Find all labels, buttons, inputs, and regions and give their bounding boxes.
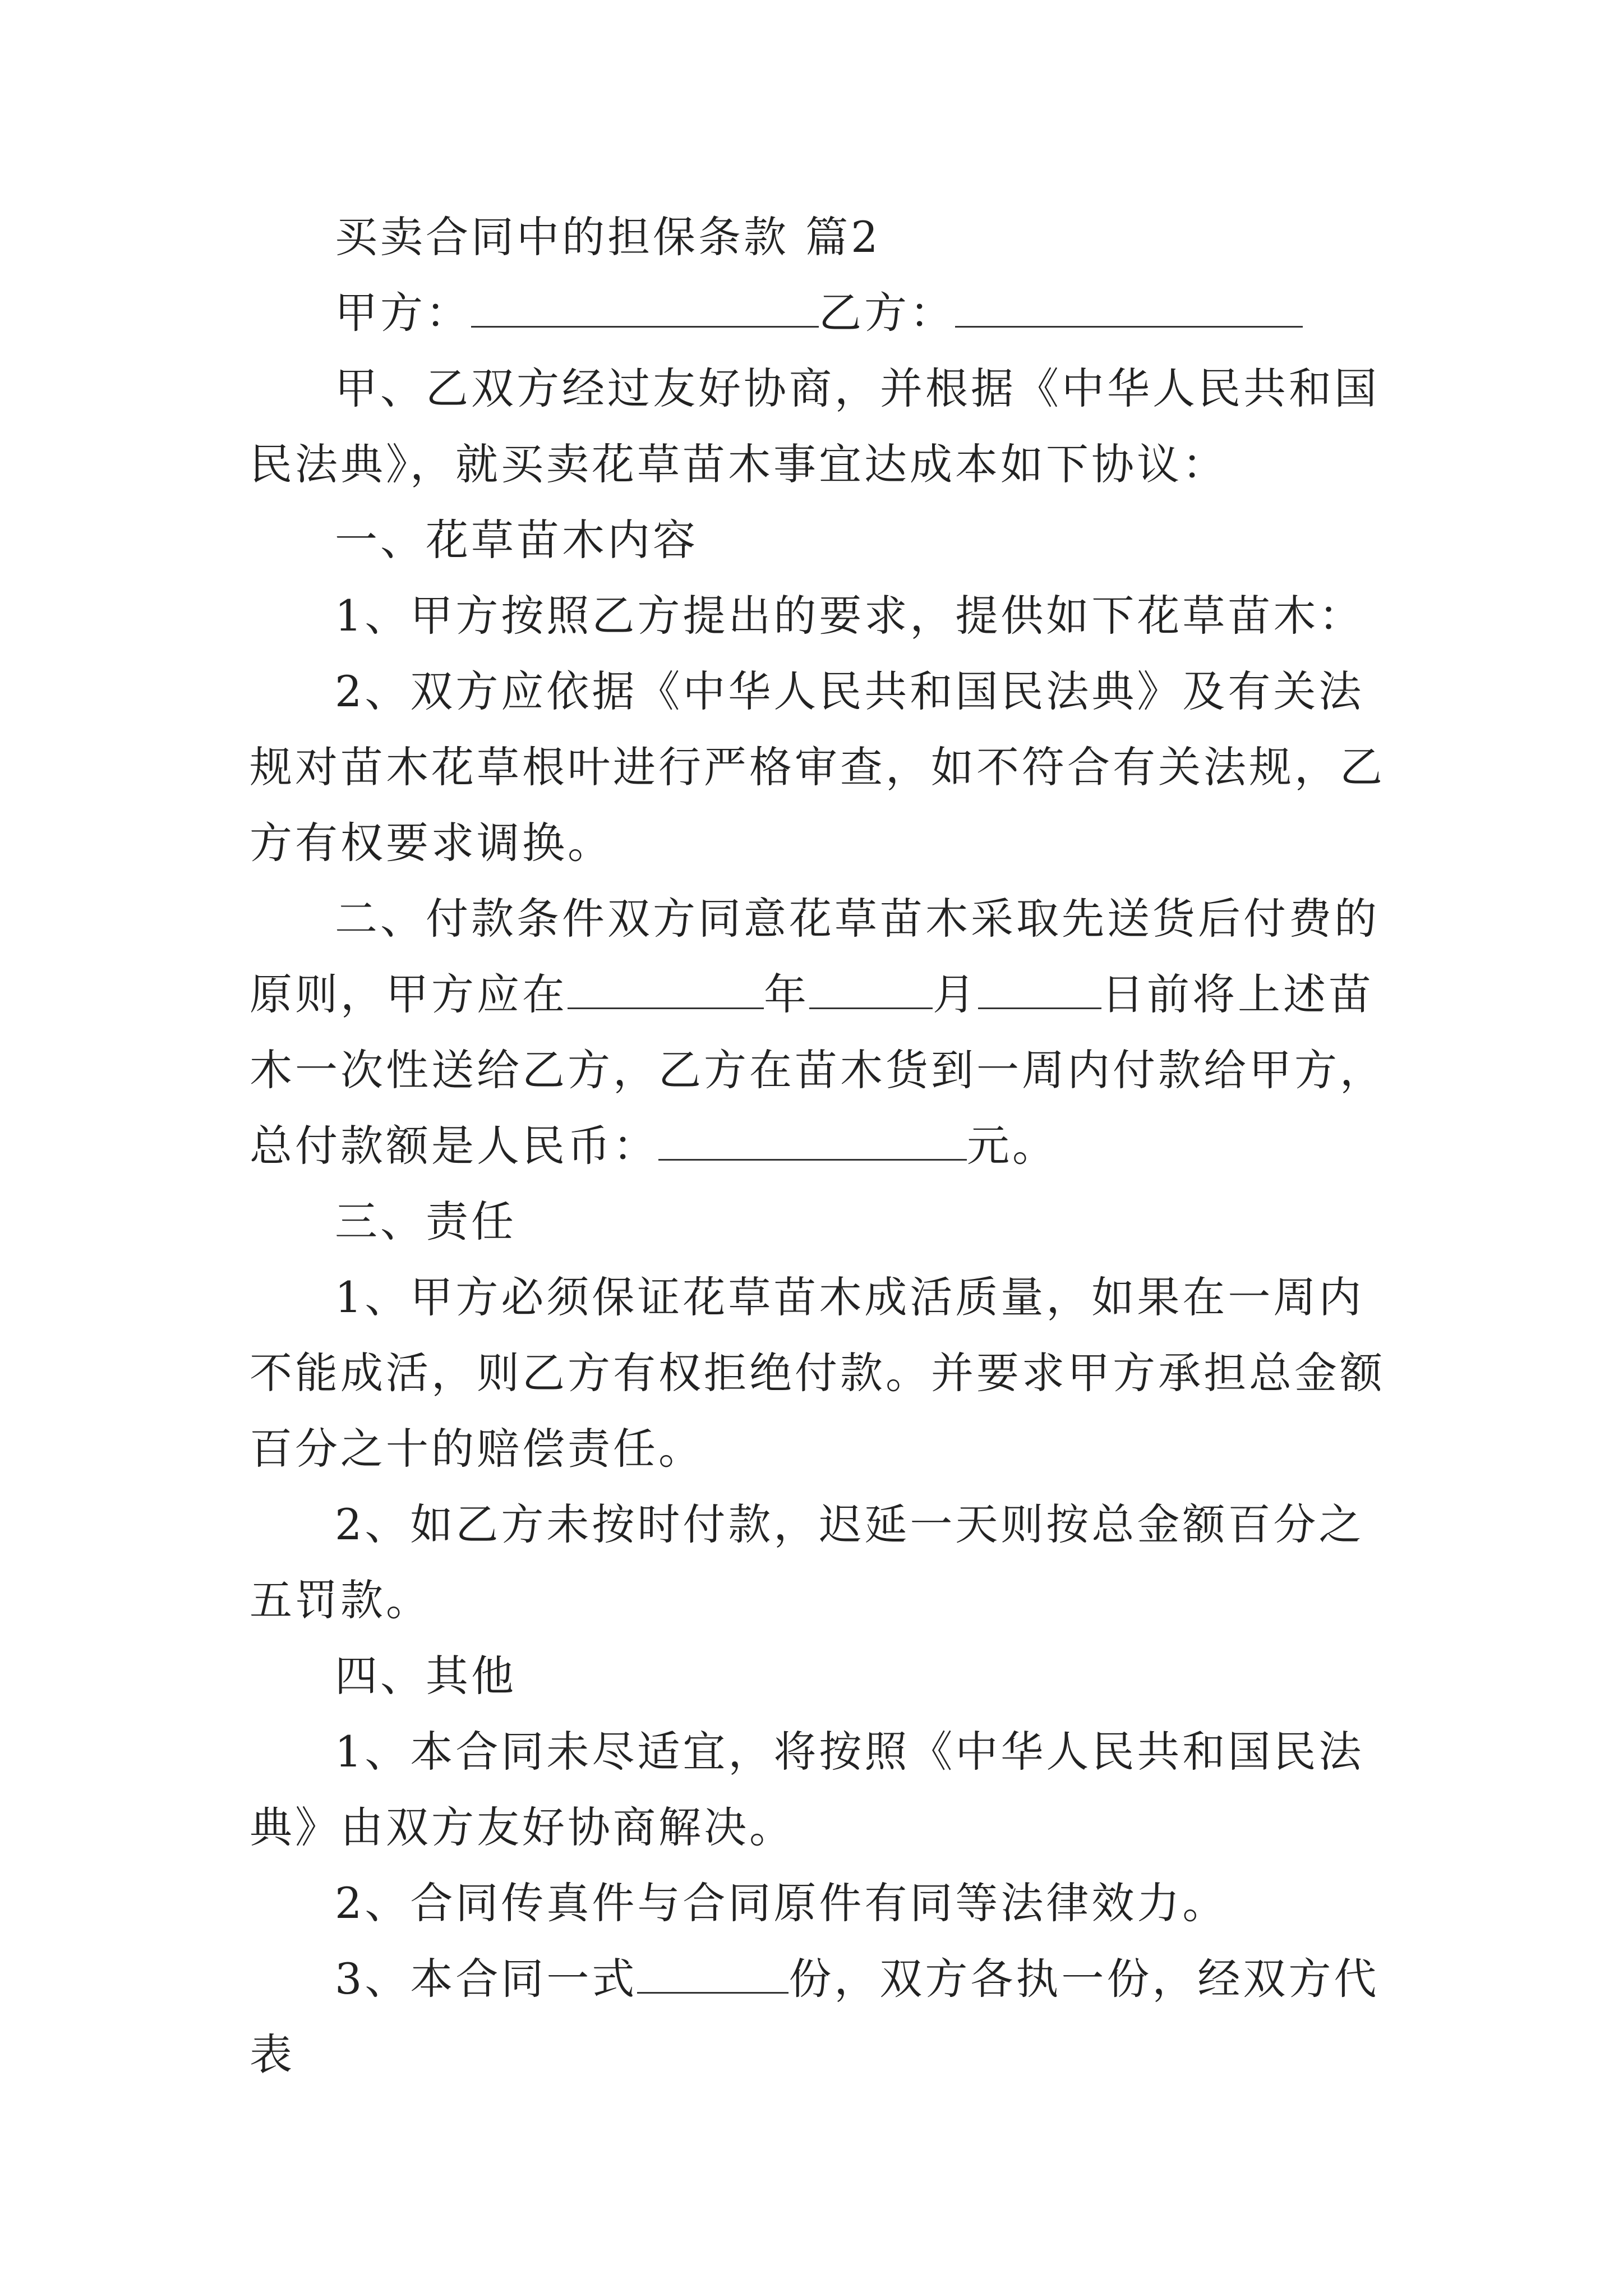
copies-blank	[637, 1955, 789, 1994]
section4-item3-part2: 份，双方各执一份，经双方代表	[250, 1954, 1380, 2079]
year-blank	[568, 970, 764, 1009]
section2-text-part2: 日前将上述苗木一次性送给乙方，乙方在苗木货到一周内付款给甲方，总付款额是人民币：	[250, 969, 1385, 1171]
title-text: 买卖合同中的担保条款 篇2	[335, 212, 881, 262]
section2-paragraph	[250, 881, 1388, 1184]
section4-item3	[250, 1941, 1388, 2092]
amount-blank	[658, 1122, 967, 1161]
section4-item3-part1: 3、本合同一式	[335, 1954, 638, 2004]
section1-item2: 2、双方应依据《中华人民共和国民法典》及有关法规对苗木花草根叶进行严格审查，如不符合有关法规，乙方有权要求调换。	[250, 666, 1385, 868]
section1-item1: 1、甲方按照乙方提出的要求，提供如下花草苗木：	[335, 591, 1364, 641]
year-label: 年	[764, 969, 809, 1019]
party-a-label: 甲方：	[335, 288, 471, 338]
document-title	[250, 199, 1388, 275]
day-blank	[978, 970, 1101, 1009]
month-blank	[809, 970, 933, 1009]
section3-heading: 三、责任	[335, 1197, 517, 1246]
party-b-label: 乙方：	[819, 288, 955, 338]
party-a-blank	[471, 289, 819, 328]
parties-line	[250, 275, 1388, 351]
section4-heading: 四、其他	[335, 1651, 517, 1701]
section2-text-part1: 二、付款条件双方同意花草苗木采取先送货后付费的原则，甲方应在	[250, 894, 1380, 1019]
section3-item2: 2、如乙方未按时付款，迟延一天则按总金额百分之五罚款。	[250, 1499, 1364, 1625]
party-b-blank	[955, 289, 1303, 328]
section4-item2: 2、合同传真件与合同原件有同等法律效力。	[335, 1878, 1228, 1928]
section1-heading: 一、花草苗木内容	[335, 515, 698, 565]
intro-paragraph: 甲、乙双方经过友好协商，并根据《中华人民共和国民法典》，就买卖花草苗木事宜达成本如下协议：	[250, 364, 1380, 489]
section3-item1: 1、甲方必须保证花草苗木成活质量，如果在一周内不能成活，则乙方有权拒绝付款。并要求甲方承担总金额百分之十的赔偿责任。	[250, 1272, 1385, 1474]
section4-item1: 1、本合同未尽适宜，将按照《中华人民共和国民法典》由双方友好协商解决。	[250, 1727, 1364, 1852]
section2-text-part3: 元。	[967, 1121, 1058, 1171]
month-label: 月	[933, 969, 978, 1019]
document-body	[250, 199, 1388, 2092]
